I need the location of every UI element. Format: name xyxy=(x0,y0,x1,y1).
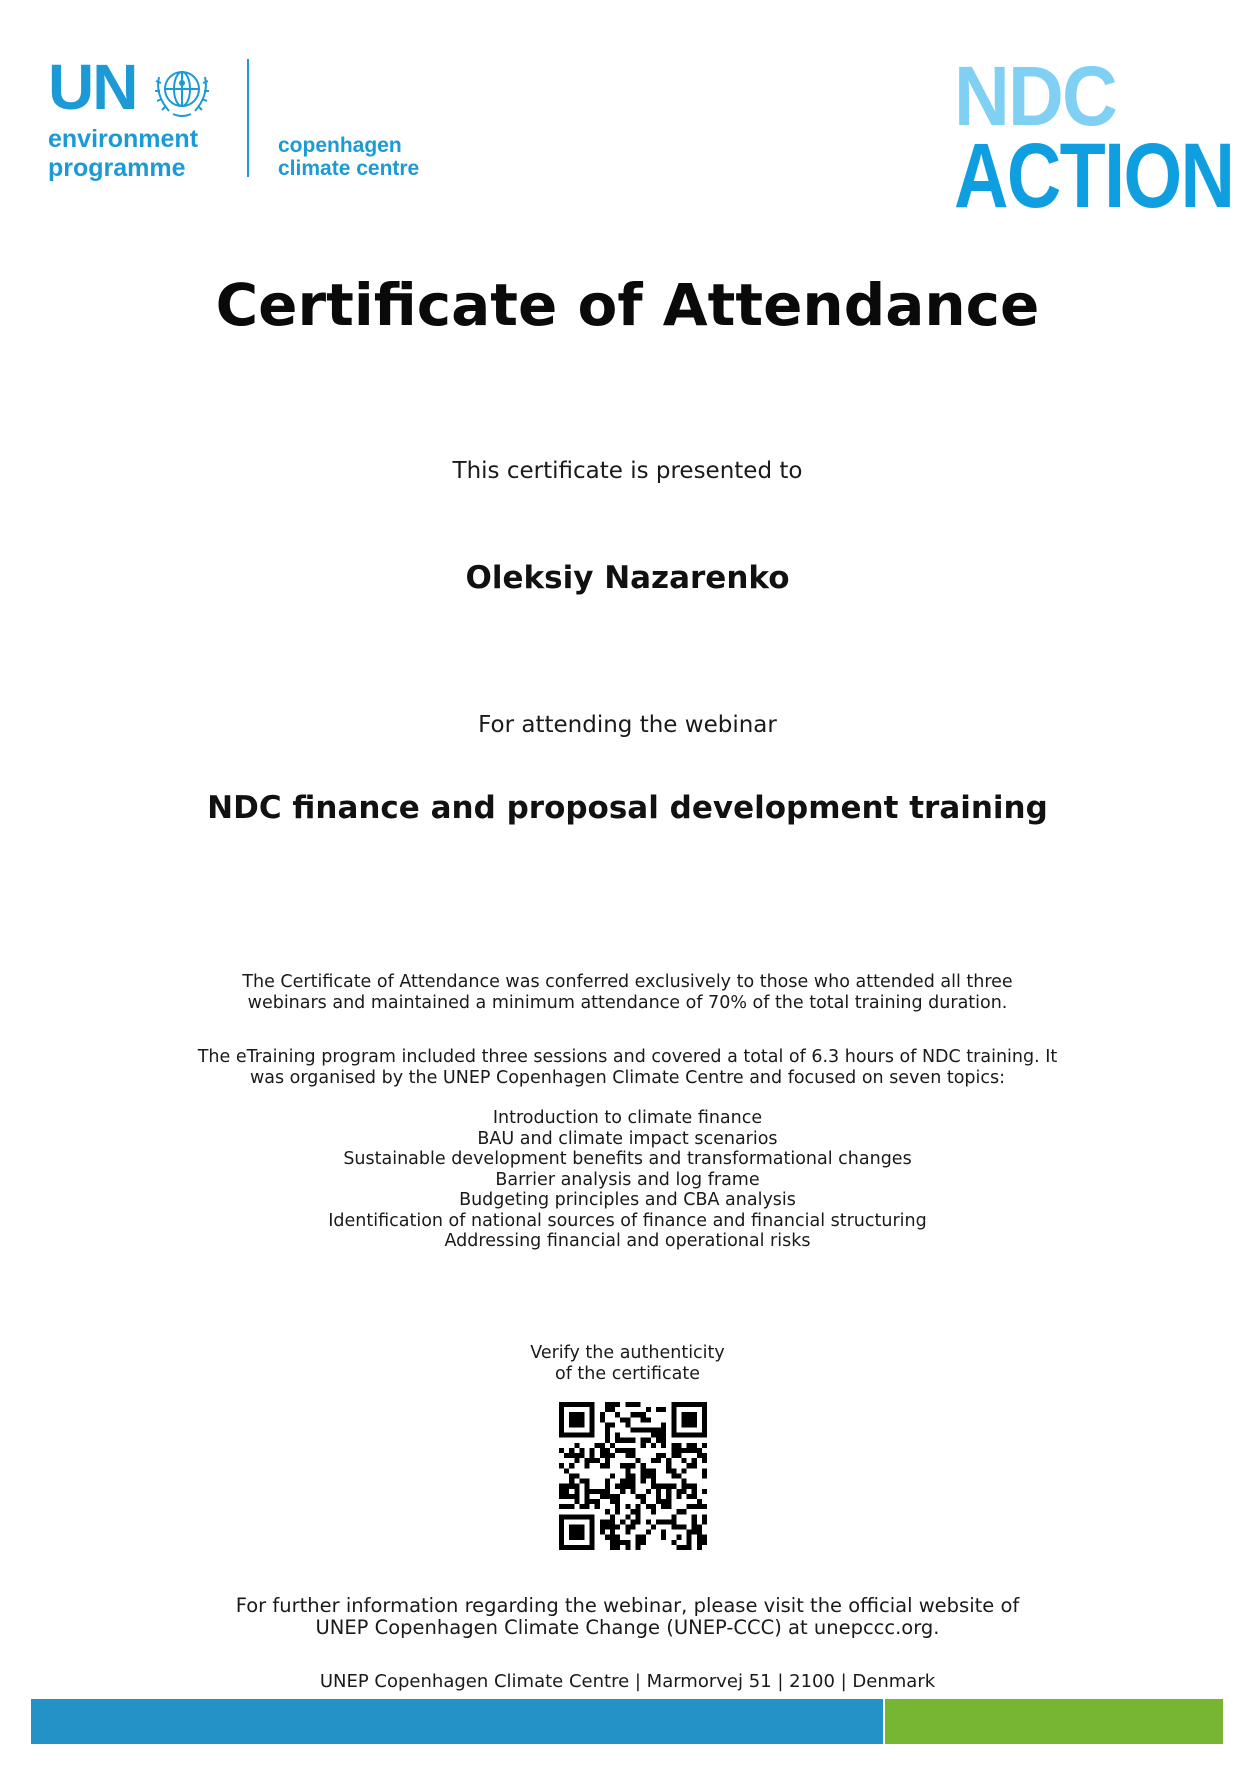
verify-line: Verify the authenticity xyxy=(530,1343,725,1363)
recipient-name: Oleksiy Nazarenko xyxy=(465,560,790,596)
unep-environment-text: environment xyxy=(48,125,199,153)
un-emblem-icon xyxy=(151,59,213,121)
attendance-paragraph xyxy=(0,972,1255,1013)
topic-item: Budgeting principles and CBA analysis xyxy=(459,1190,796,1210)
paragraph-line: The eTraining program included three sessions and covered a total of 6.3 hours of NDC training. It xyxy=(197,1047,1058,1067)
ccc-copenhagen-text: copenhagen xyxy=(278,134,402,157)
info-line: UNEP Copenhagen Climate Change (UNEP-CCC) at unepccc.org. xyxy=(315,1616,940,1639)
footer-bar-blue xyxy=(31,1699,883,1744)
action-logo-text: ACTION xyxy=(954,125,1234,227)
webinar-title: NDC finance and proposal development training xyxy=(207,790,1048,826)
footer-address: UNEP Copenhagen Climate Centre | Marmorvej 51 | 2100 | Denmark xyxy=(319,1671,936,1692)
ndc-logo-text: NDC xyxy=(954,49,1116,143)
paragraph-line: was organised by the UNEP Copenhagen Climate Centre and focused on seven topics: xyxy=(249,1067,1006,1088)
paragraph-line: webinars and maintained a minimum attendance of 70% of the total training duration. xyxy=(247,992,1008,1013)
topic-item: Addressing financial and operational risks xyxy=(444,1231,811,1251)
ccc-climate-centre-text: climate centre xyxy=(278,157,420,180)
further-info-text xyxy=(0,1595,1255,1639)
unep-programme-text: programme xyxy=(48,154,186,182)
topic-item: Identification of national sources of finance and financial structuring xyxy=(328,1210,927,1231)
unep-ccc-logo xyxy=(48,51,438,195)
footer-bar-green xyxy=(885,1699,1223,1744)
logo-divider xyxy=(247,59,249,177)
topic-item: Sustainable development benefits and transformational changes xyxy=(343,1149,912,1169)
topics-list xyxy=(0,1108,1255,1252)
topic-item: BAU and climate impact scenarios xyxy=(477,1128,778,1149)
qr-code-icon[interactable] xyxy=(559,1402,707,1550)
info-line: For further information regarding the webinar, please visit the official website of xyxy=(235,1594,1020,1617)
topic-item: Introduction to climate finance xyxy=(492,1108,763,1128)
ndc-action-logo xyxy=(954,49,1234,227)
certificate-title: Certificate of Attendance xyxy=(215,271,1040,339)
un-logo-text: UN xyxy=(48,51,137,123)
paragraph-line: The Certificate of Attendance was conferred exclusively to those who attended all three xyxy=(242,972,1013,992)
verify-line: of the certificate xyxy=(554,1363,701,1384)
topic-item: Barrier analysis and log frame xyxy=(495,1169,760,1190)
verify-text xyxy=(0,1343,1255,1384)
attending-label: For attending the webinar xyxy=(478,712,777,738)
presented-to-label: This certificate is presented to xyxy=(452,458,803,484)
program-paragraph xyxy=(0,1047,1255,1088)
footer-color-bar xyxy=(31,1699,1223,1744)
